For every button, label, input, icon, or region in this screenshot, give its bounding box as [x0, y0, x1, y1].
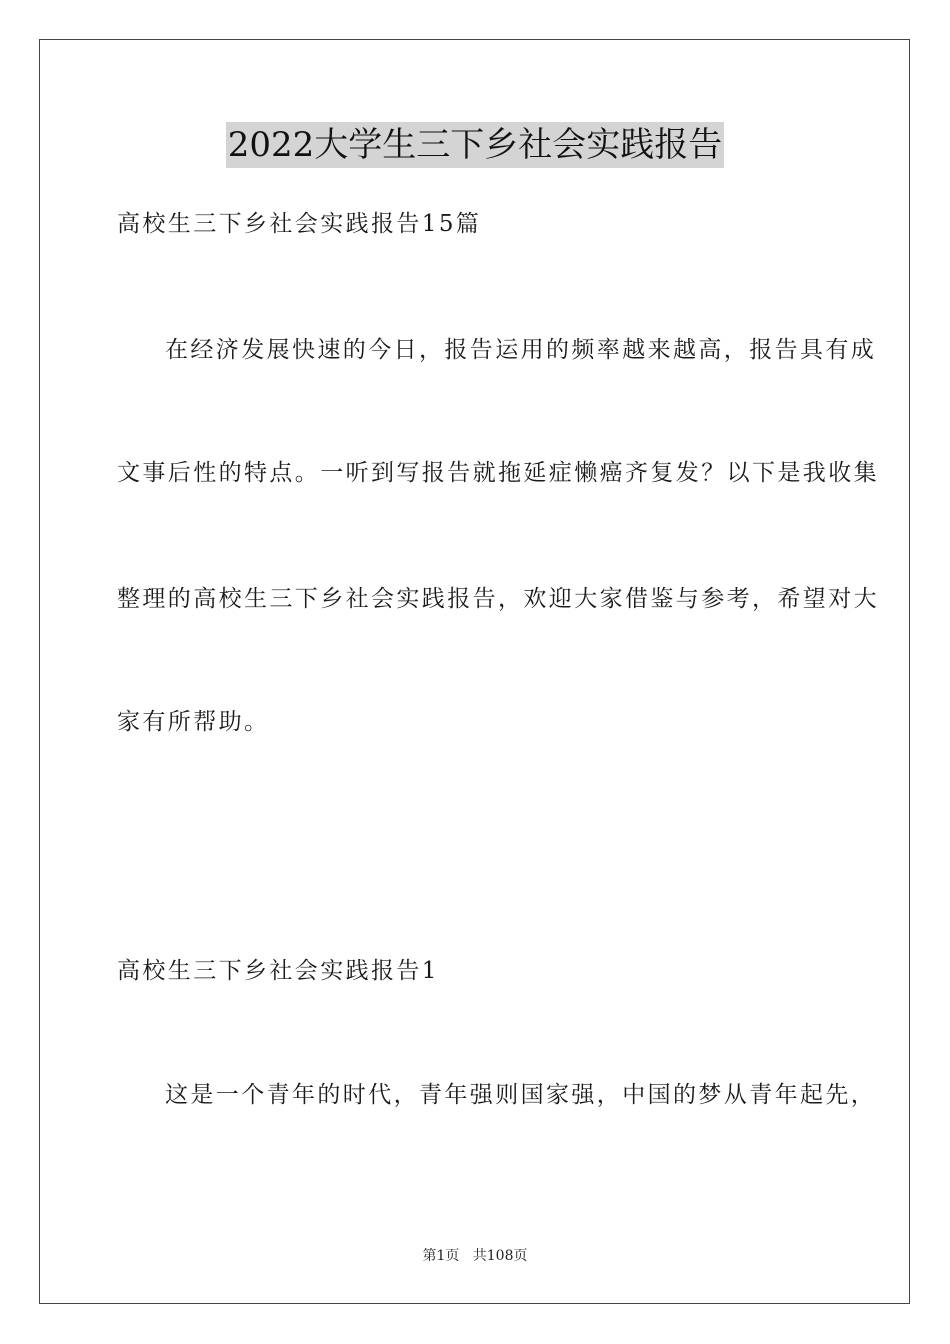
intro-line-1: 在经济发展快速的今日，报告运用的频率越来越高，报告具有成 — [165, 337, 877, 363]
document-title: 2022大学生三下乡社会实践报告 — [226, 122, 725, 168]
intro-line-3: 整理的高校生三下乡社会实践报告，欢迎大家借鉴与参考，希望对大 — [117, 586, 879, 612]
intro-line-4: 家有所帮助。 — [117, 709, 270, 735]
page-footer — [0, 1246, 950, 1266]
page-number: 第1页 — [422, 1248, 460, 1264]
intro-line-2: 文事后性的特点。一听到写报告就拖延症懒癌齐复发？以下是我收集 — [117, 460, 879, 486]
document-subtitle: 高校生三下乡社会实践报告15篇 — [117, 211, 482, 237]
section-line-1: 这是一个青年的时代，青年强则国家强，中国的梦从青年起先， — [165, 1082, 877, 1108]
page-total: 共108页 — [472, 1248, 528, 1264]
section-heading: 高校生三下乡社会实践报告1 — [117, 958, 439, 984]
title-container — [0, 122, 950, 168]
